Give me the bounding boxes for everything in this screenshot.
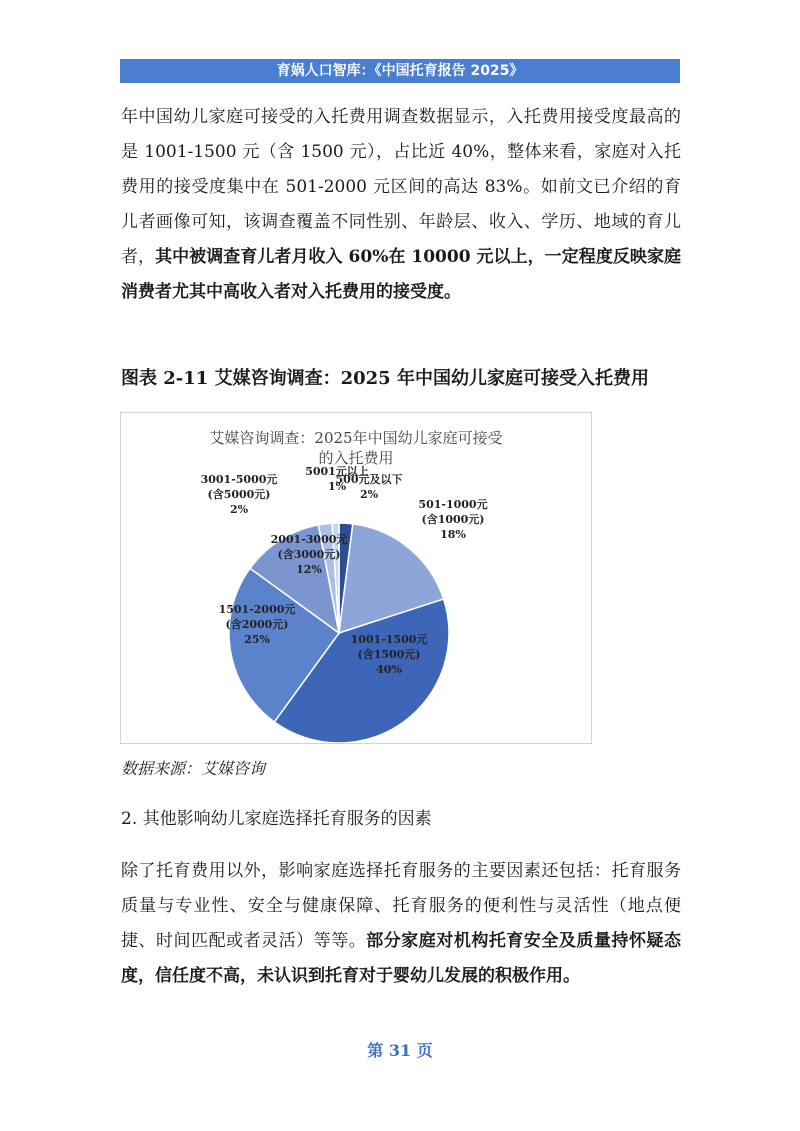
slice-percent-label: 2% xyxy=(229,503,249,516)
slice-category-label: 3001-5000元 xyxy=(200,473,278,486)
chart-title-line2: 的入托费用 xyxy=(318,449,394,467)
paragraph-bold-text: 部分家庭对机构托育安全及质量持怀疑态度，信任度不高，未认识到托育对于婴幼儿发展的积极作用。 xyxy=(121,931,682,986)
section-heading: 2. 其他影响幼儿家庭选择托育服务的因素 xyxy=(121,809,432,829)
paragraph-text: 除了托育费用以外，影响家庭选择托育服务的主要因素还包括：托育服务质量与专业性、安全与健康保障、托育服务的便利性与灵活性（地点便捷、时间匹配或者灵活）等等。 xyxy=(121,861,681,951)
slice-category-label: 500元及以下 xyxy=(335,473,403,486)
slice-category-label: 2001-3000元 xyxy=(270,533,348,546)
slice-category-label: (含1500元) xyxy=(357,648,421,661)
figure-caption: 图表 2-11 艾媒咨询调查：2025 年中国幼儿家庭可接受入托费用 xyxy=(121,368,649,389)
report-banner: 育娲人口智库：《中国托育报告 2025》 xyxy=(120,59,680,83)
page-number: 第 31 页 xyxy=(367,1041,433,1060)
pie-chart-figure xyxy=(120,412,592,744)
slice-percent-label: 40% xyxy=(376,663,402,676)
slice-percent-label: 1% xyxy=(327,480,347,493)
slice-category-label: 1001-1500元 xyxy=(350,633,428,646)
paragraph-factors xyxy=(121,854,681,994)
chart-title-line1: 艾媒咨询调查：2025年中国幼儿家庭可接受 xyxy=(209,429,503,447)
slice-category-label: (含5000元) xyxy=(207,488,271,501)
slice-category-label: 1501-2000元 xyxy=(218,603,296,616)
slice-category-label: 501-1000元 xyxy=(418,498,488,511)
paragraph-acceptance xyxy=(121,100,681,310)
pie-chart xyxy=(121,413,591,743)
slice-percent-label: 25% xyxy=(244,633,270,646)
paragraph-text: 年中国幼儿家庭可接受的入托费用调查数据显示，入托费用接受度最高的是 1001-1500 元（含 1500 元），占比近 40%，整体来看，家庭对入托费用的接受度集中在 501-2000 元区间的高达 83%。如前文已介绍的育儿者画像可知，该调查覆盖不同性别、年龄层、收入、学历、地域的育儿者， xyxy=(121,107,681,267)
paragraph-bold-text: 其中被调查育儿者月收入 60%在 10000 元以上，一定程度反映家庭消费者尤其中高收入者对入托费用的接受度。 xyxy=(121,247,681,302)
slice-percent-label: 12% xyxy=(296,563,322,576)
slice-category-label: (含3000元) xyxy=(277,548,341,561)
slice-percent-label: 18% xyxy=(440,528,466,541)
slice-category-label: (含1000元) xyxy=(421,513,485,526)
slice-category-label: 5001元以上 xyxy=(305,465,369,478)
slice-category-label: (含2000元) xyxy=(225,618,289,631)
slice-percent-label: 2% xyxy=(359,488,379,501)
data-source: 数据来源：艾媒咨询 xyxy=(121,759,266,778)
